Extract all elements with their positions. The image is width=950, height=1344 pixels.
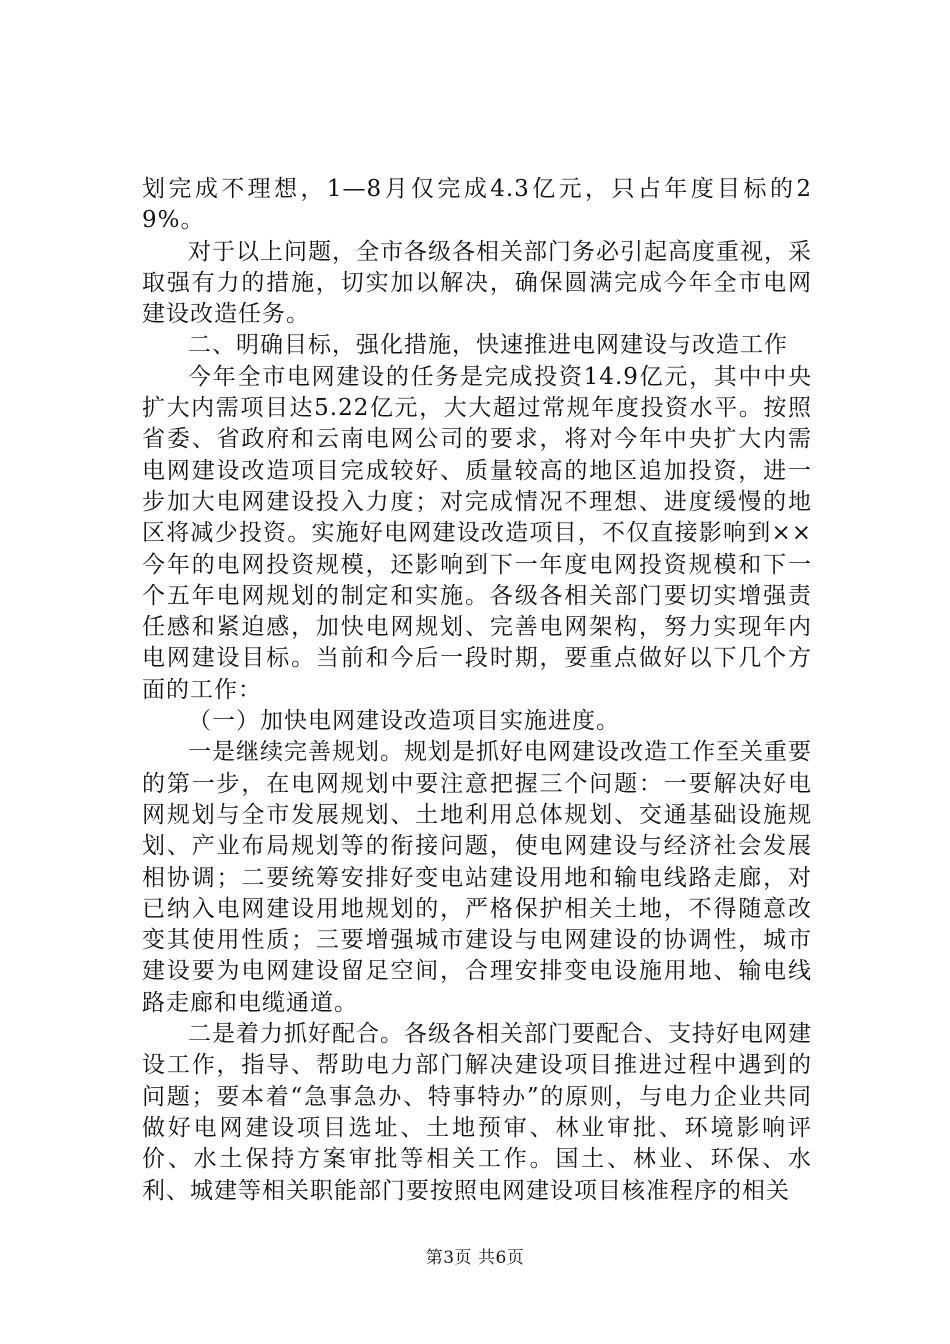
paragraph-cooperation: 二是着力抓好配合。各级各相关部门要配合、支持好电网建设工作，指导、帮助电力部门解决建设项目推进过程中遇到的问题；要本着“急事急办、特事特办”的原则，与电力企业共同做好电网建设项目选址、土地预审、林业审批、环境影响评价、水土保持方案审批等相关工作。国土、林业、环保、水利、城建等相关职能部门要按照电网建设项目核准程序的相关 <box>142 1021 812 1204</box>
page-number-footer: 第3页 共6页 <box>425 1248 525 1268</box>
document-body <box>142 174 812 1207</box>
paragraph-problems-summary: 对于以上问题，全市各级各相关部门务必引起高度重视，采取强有力的措施，切实加以解决，确保圆满完成今年全市电网建设改造任务。 <box>142 238 812 328</box>
subsection-heading-one: （一）加快电网建设改造项目实施进度。 <box>188 708 620 735</box>
paragraph-continuation: 划完成不理想，1—8月仅完成4.3亿元，只占年度目标的29%。 <box>142 176 812 234</box>
section-heading-two: 二、明确目标，强化措施，快速推进电网建设与改造工作 <box>188 332 788 359</box>
paragraph-planning: 一是继续完善规划。规划是抓好电网建设改造工作至关重要的第一步，在电网规划中要注意把握三个问题：一要解决好电网规划与全市发展规划、土地利用总体规划、交通基础设施规划、产业布局规划等的衔接问题，使电网建设与经济社会发展相协调；二要统筹安排好变电站建设用地和输电线路走廊，对已纳入电网建设用地规划的，严格保护相关土地，不得随意改变其使用性质；三要增强城市建设与电网建设的协调性，城市建设要为电网建设留足空间，合理安排变电设施用地、输电线路走廊和电缆通道。 <box>142 739 812 1016</box>
paragraph-investment-task: 今年全市电网建设的任务是完成投资14.9亿元，其中中央扩大内需项目达5.22亿元，大大超过常规年度投资水平。按照省委、省政府和云南电网公司的要求，将对今年中央扩大内需电网建设改造项目完成较好、质量较高的地区追加投资，进一步加大电网建设投入力度；对完成情况不理想、进度缓慢的地区将减少投资。实施好电网建设改造项目，不仅直接影响到××今年的电网投资规模，还影响到下一年度电网投资规模和下一个五年电网规划的制定和实施。各级各相关部门要切实增强责任感和紧迫感，加快电网规划、完善电网架构，努力实现年内电网建设目标。当前和今后一段时期，要重点做好以下几个方面的工作： <box>142 363 812 703</box>
